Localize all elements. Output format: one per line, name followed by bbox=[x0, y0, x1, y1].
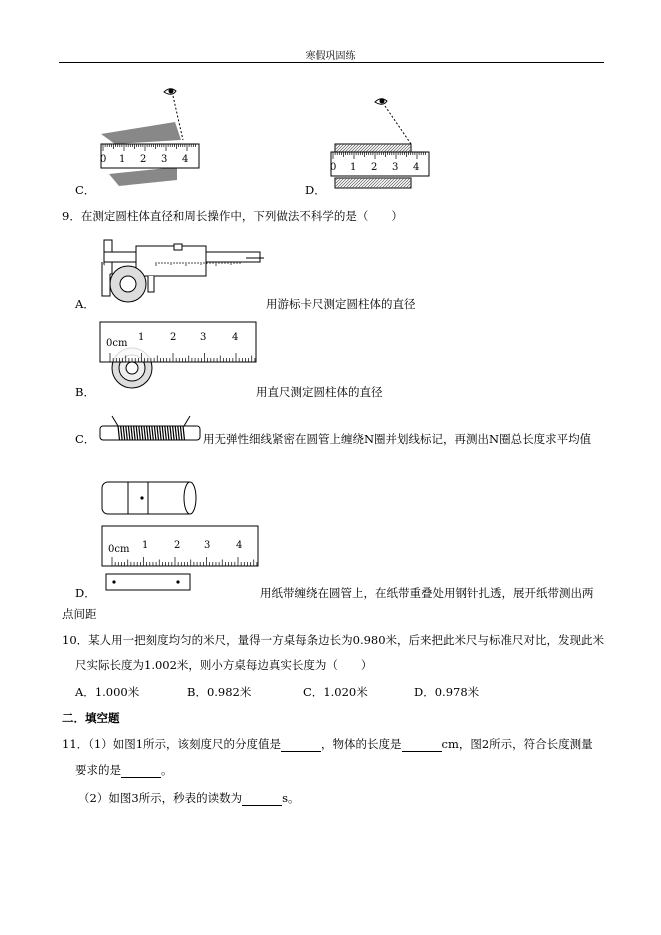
q11-text: 要求的是 bbox=[75, 763, 121, 777]
page-header: 寒假巩固练 bbox=[305, 51, 356, 62]
q10-option-d bbox=[414, 684, 479, 700]
wedge-object-lower bbox=[109, 167, 177, 186]
coiled-tube-figure bbox=[98, 412, 204, 448]
q11-part1-line2 bbox=[75, 762, 173, 778]
header-rule bbox=[59, 62, 604, 63]
q9-option-d-label: D． bbox=[75, 586, 96, 600]
option-value: 0.982米 bbox=[206, 685, 252, 699]
q8-c-figure bbox=[95, 82, 215, 192]
q11-part2 bbox=[78, 790, 300, 806]
answer-blank[interactable] bbox=[242, 793, 282, 806]
q10-option-b bbox=[187, 684, 251, 700]
tick-label: 4 bbox=[236, 540, 243, 551]
q9-option-c-label: C． bbox=[75, 432, 96, 446]
option-value: 1.000米 bbox=[94, 685, 140, 699]
q9-option-c-text: 用无弹性细线紧密在圆管上缠绕N圈并划线标记，再测出N圈总长度求平均值 bbox=[203, 432, 592, 446]
answer-blank[interactable] bbox=[281, 739, 321, 752]
tick-label: 1 bbox=[142, 540, 149, 551]
q11-part1-line1 bbox=[62, 736, 593, 752]
tick-label: 3 bbox=[392, 162, 399, 173]
q8-option-d-label: D． bbox=[305, 183, 326, 197]
q11-text: 。 bbox=[161, 763, 173, 777]
q9-option-b-text: 用直尺测定圆柱体的直径 bbox=[256, 385, 383, 399]
q11-text: s。 bbox=[282, 791, 300, 805]
ruler-zero-label: 0cm bbox=[106, 338, 128, 349]
tick-label: 0 bbox=[100, 154, 107, 165]
tick-label: 3 bbox=[161, 154, 168, 165]
option-value: 0.978米 bbox=[434, 685, 480, 699]
q8-d-figure bbox=[325, 92, 435, 192]
tick-label: 2 bbox=[170, 332, 177, 343]
q11-text: （2）如图3所示，秒表的读数为 bbox=[78, 791, 243, 805]
tick-label: 1 bbox=[350, 162, 357, 173]
q9-option-d-text: 用纸带缠绕在圆管上，在纸带重叠处用钢针扎透，展开纸带测出两 bbox=[260, 586, 594, 600]
tick-label: 3 bbox=[200, 332, 207, 343]
q9-option-d-text-cont: 点间距 bbox=[62, 607, 97, 621]
tick-label: 3 bbox=[204, 540, 211, 551]
option-label: B． bbox=[187, 685, 207, 699]
tick-label: 0 bbox=[330, 162, 337, 173]
option-label: D． bbox=[414, 685, 435, 699]
tick-label: 2 bbox=[174, 540, 181, 551]
q9-option-b-label: B． bbox=[75, 385, 95, 399]
eye-icon bbox=[375, 99, 387, 105]
option-value: 1.020米 bbox=[323, 685, 368, 699]
ruler-cylinder-figure bbox=[98, 318, 263, 390]
option-label: A． bbox=[75, 685, 95, 699]
eye-icon bbox=[164, 89, 176, 95]
answer-blank[interactable] bbox=[121, 765, 161, 778]
tick-label: 1 bbox=[119, 154, 126, 165]
q9-stem: 9．在测定圆柱体直径和周长操作中，下列做法不科学的是（ ） bbox=[62, 209, 403, 223]
q8-option-c-label: C． bbox=[75, 183, 96, 197]
wedge-object bbox=[101, 122, 181, 144]
q9-option-a-text: 用游标卡尺测定圆柱体的直径 bbox=[266, 297, 416, 311]
tick-label: 4 bbox=[413, 162, 420, 173]
tick-label: 2 bbox=[140, 154, 147, 165]
tick-label: 4 bbox=[232, 332, 239, 343]
tick-label: 1 bbox=[138, 332, 145, 343]
answer-blank[interactable] bbox=[402, 739, 442, 752]
section-title: 二．填空题 bbox=[62, 711, 120, 725]
vernier-caliper-figure bbox=[96, 234, 266, 306]
q10-stem-line2: 尺实际长度为1.002米，则小方桌每边真实长度为（ ） bbox=[75, 658, 373, 672]
paper-strip-figure bbox=[98, 478, 263, 594]
tick-label: 2 bbox=[371, 162, 378, 173]
tick-label: 4 bbox=[182, 154, 189, 165]
q11-text: 11．（1）如图1所示，该刻度尺的分度值是 bbox=[62, 737, 282, 751]
q9-option-a-label: A． bbox=[75, 297, 95, 311]
q10-option-a bbox=[75, 684, 139, 700]
ruler-zero-label: 0cm bbox=[108, 544, 130, 555]
q10-option-c bbox=[303, 684, 368, 700]
option-label: C． bbox=[303, 685, 324, 699]
q11-text: ，物体的长度是 bbox=[321, 737, 402, 751]
q10-stem-line1: 10．某人用一把刻度均匀的米尺，量得一方桌每条边长为0.980米，后来把此米尺与标准尺对比，发现此米 bbox=[62, 633, 605, 647]
q11-text: cm，图2所示，符合长度测量 bbox=[441, 737, 593, 751]
